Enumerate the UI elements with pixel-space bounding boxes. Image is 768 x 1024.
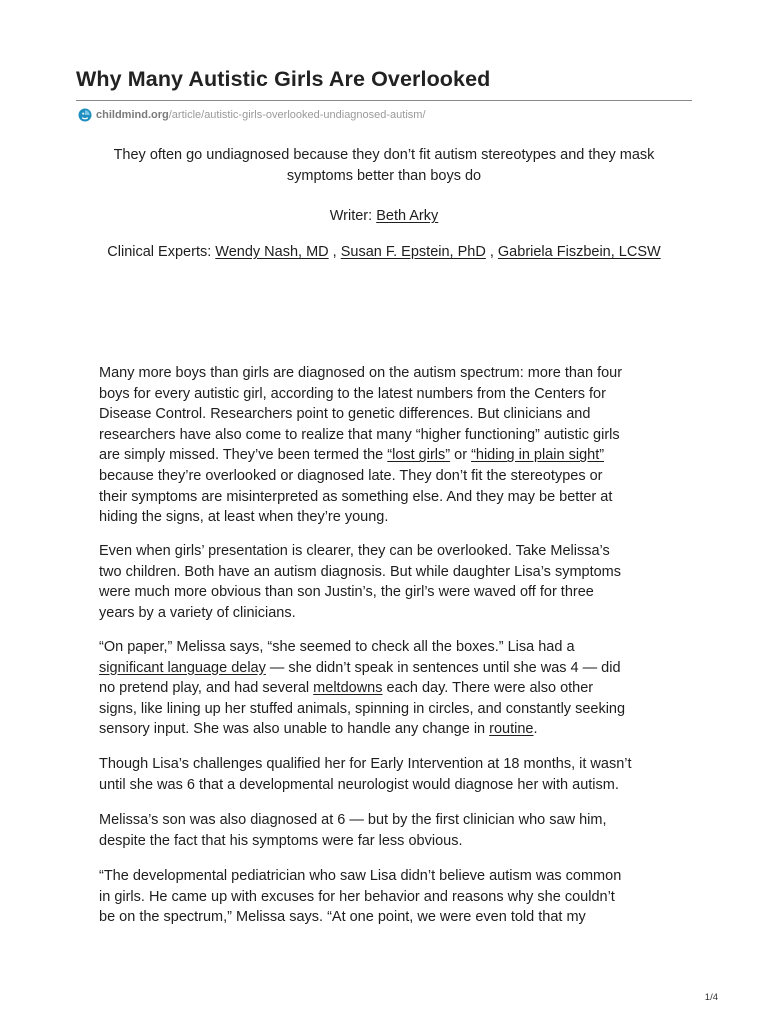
text-line: “The developmental pediatrician who saw Lisa didn’t believe autism was common (99, 868, 622, 884)
hiding-in-plain-sight-link[interactable]: “hiding in plain sight” (471, 447, 605, 464)
page-number: 1/4 (704, 992, 718, 1003)
text-line: despite the fact that his symptoms were far less obvious. (99, 832, 463, 849)
text-span: no pretend play, and had several (99, 680, 314, 697)
text-line: “On paper,” Melissa says, “she seemed to check all the boxes.” Lisa had a (99, 639, 575, 655)
writer-credit (76, 206, 692, 227)
subtitle-line: They often go undiagnosed because they don’t fit autism stereotypes and they mask (113, 147, 655, 163)
language-delay-link[interactable]: significant language delay (99, 659, 266, 676)
text-span: — she didn’t speak in sentences until she was 4 — did (265, 659, 621, 676)
source-domain: childmind.org (96, 109, 169, 121)
article-subtitle (76, 145, 692, 186)
text-span: or (450, 447, 472, 464)
expert-link-susan-epstein[interactable]: Susan F. Epstein, PhD (340, 244, 486, 260)
text-line: until she was 6 that a developmental neurologist would diagnose her with autism. (99, 776, 619, 793)
text-span: . (533, 721, 538, 738)
text-line: boys for every autistic girl, according to the latest numbers from the Centers for (99, 385, 606, 402)
writer-link[interactable]: Beth Arky (376, 208, 439, 224)
title-divider (76, 100, 692, 101)
text-line: because they’re overlooked or diagnosed late. They don’t fit the stereotypes or (99, 467, 603, 484)
text-line (99, 719, 669, 740)
text-line: Disease Control. Researchers point to genetic differences. But clinicians and (99, 406, 591, 423)
text-line (99, 678, 669, 699)
separator: , (328, 244, 341, 260)
text-span: each day. There were also other (382, 680, 594, 697)
paragraph-2 (99, 541, 669, 623)
paragraph-6 (99, 866, 669, 928)
expert-link-gabriela-fiszbein[interactable]: Gabriela Fiszbein, LCSW (497, 244, 661, 260)
text-line: Though Lisa’s challenges qualified her for Early Intervention at 18 months, it wasn’t (99, 756, 632, 772)
text-line: two children. Both have an autism diagnosis. But while daughter Lisa’s symptoms (99, 563, 622, 580)
paragraph-3 (99, 637, 669, 740)
paragraph-1 (99, 363, 669, 528)
paragraph-4 (99, 754, 669, 795)
routine-link[interactable]: routine (489, 721, 534, 738)
text-line: Melissa’s son was also diagnosed at 6 — but by the first clinician who saw him, (99, 812, 607, 828)
text-line: in girls. He came up with excuses for her behavior and reasons why she couldn’t (99, 888, 615, 905)
lost-girls-link[interactable]: “lost girls” (387, 447, 451, 464)
separator: , (485, 244, 498, 260)
text-line: researchers have also come to realize that many “higher functioning” autistic girls (99, 426, 620, 443)
text-line: years by a variety of clinicians. (99, 604, 296, 621)
text-line: signs, like lining up her stuffed animals, spinning in circles, and constantly seeking (99, 700, 626, 717)
text-span: are simply missed. They’ve been termed the (99, 447, 388, 464)
source-url[interactable] (78, 106, 426, 124)
text-line: Many more boys than girls are diagnosed on the autism spectrum: more than four (99, 365, 623, 381)
text-line (99, 658, 669, 679)
source-path: /article/autistic-girls-overlooked-undiagnosed-autism/ (168, 109, 426, 121)
text-line: their symptoms are misinterpreted as something else. And they may be better at (99, 488, 613, 505)
clinical-experts (76, 242, 692, 263)
text-span: sensory input. She was also unable to handle any change in (99, 721, 490, 738)
meltdowns-link[interactable]: meltdowns (313, 680, 383, 697)
text-line: Even when girls’ presentation is clearer, they can be overlooked. Take Melissa’s (99, 543, 610, 559)
writer-label: Writer: (329, 208, 373, 224)
text-line: hiding the signs, at least when they’re young. (99, 509, 389, 526)
subtitle-line: symptoms better than boys do (286, 167, 482, 184)
expert-link-wendy-nash[interactable]: Wendy Nash, MD (215, 244, 329, 260)
experts-label: Clinical Experts: (107, 244, 212, 260)
text-line (99, 445, 669, 466)
text-line: be on the spectrum,” Melissa says. “At one point, we were even told that my (99, 909, 586, 926)
paragraph-5 (99, 810, 669, 851)
childmind-logo-icon (78, 108, 92, 122)
article-title: Why Many Autistic Girls Are Overlooked (76, 67, 491, 91)
text-line: were much more obvious than son Justin’s, the girl’s were waved off for three (99, 584, 594, 601)
